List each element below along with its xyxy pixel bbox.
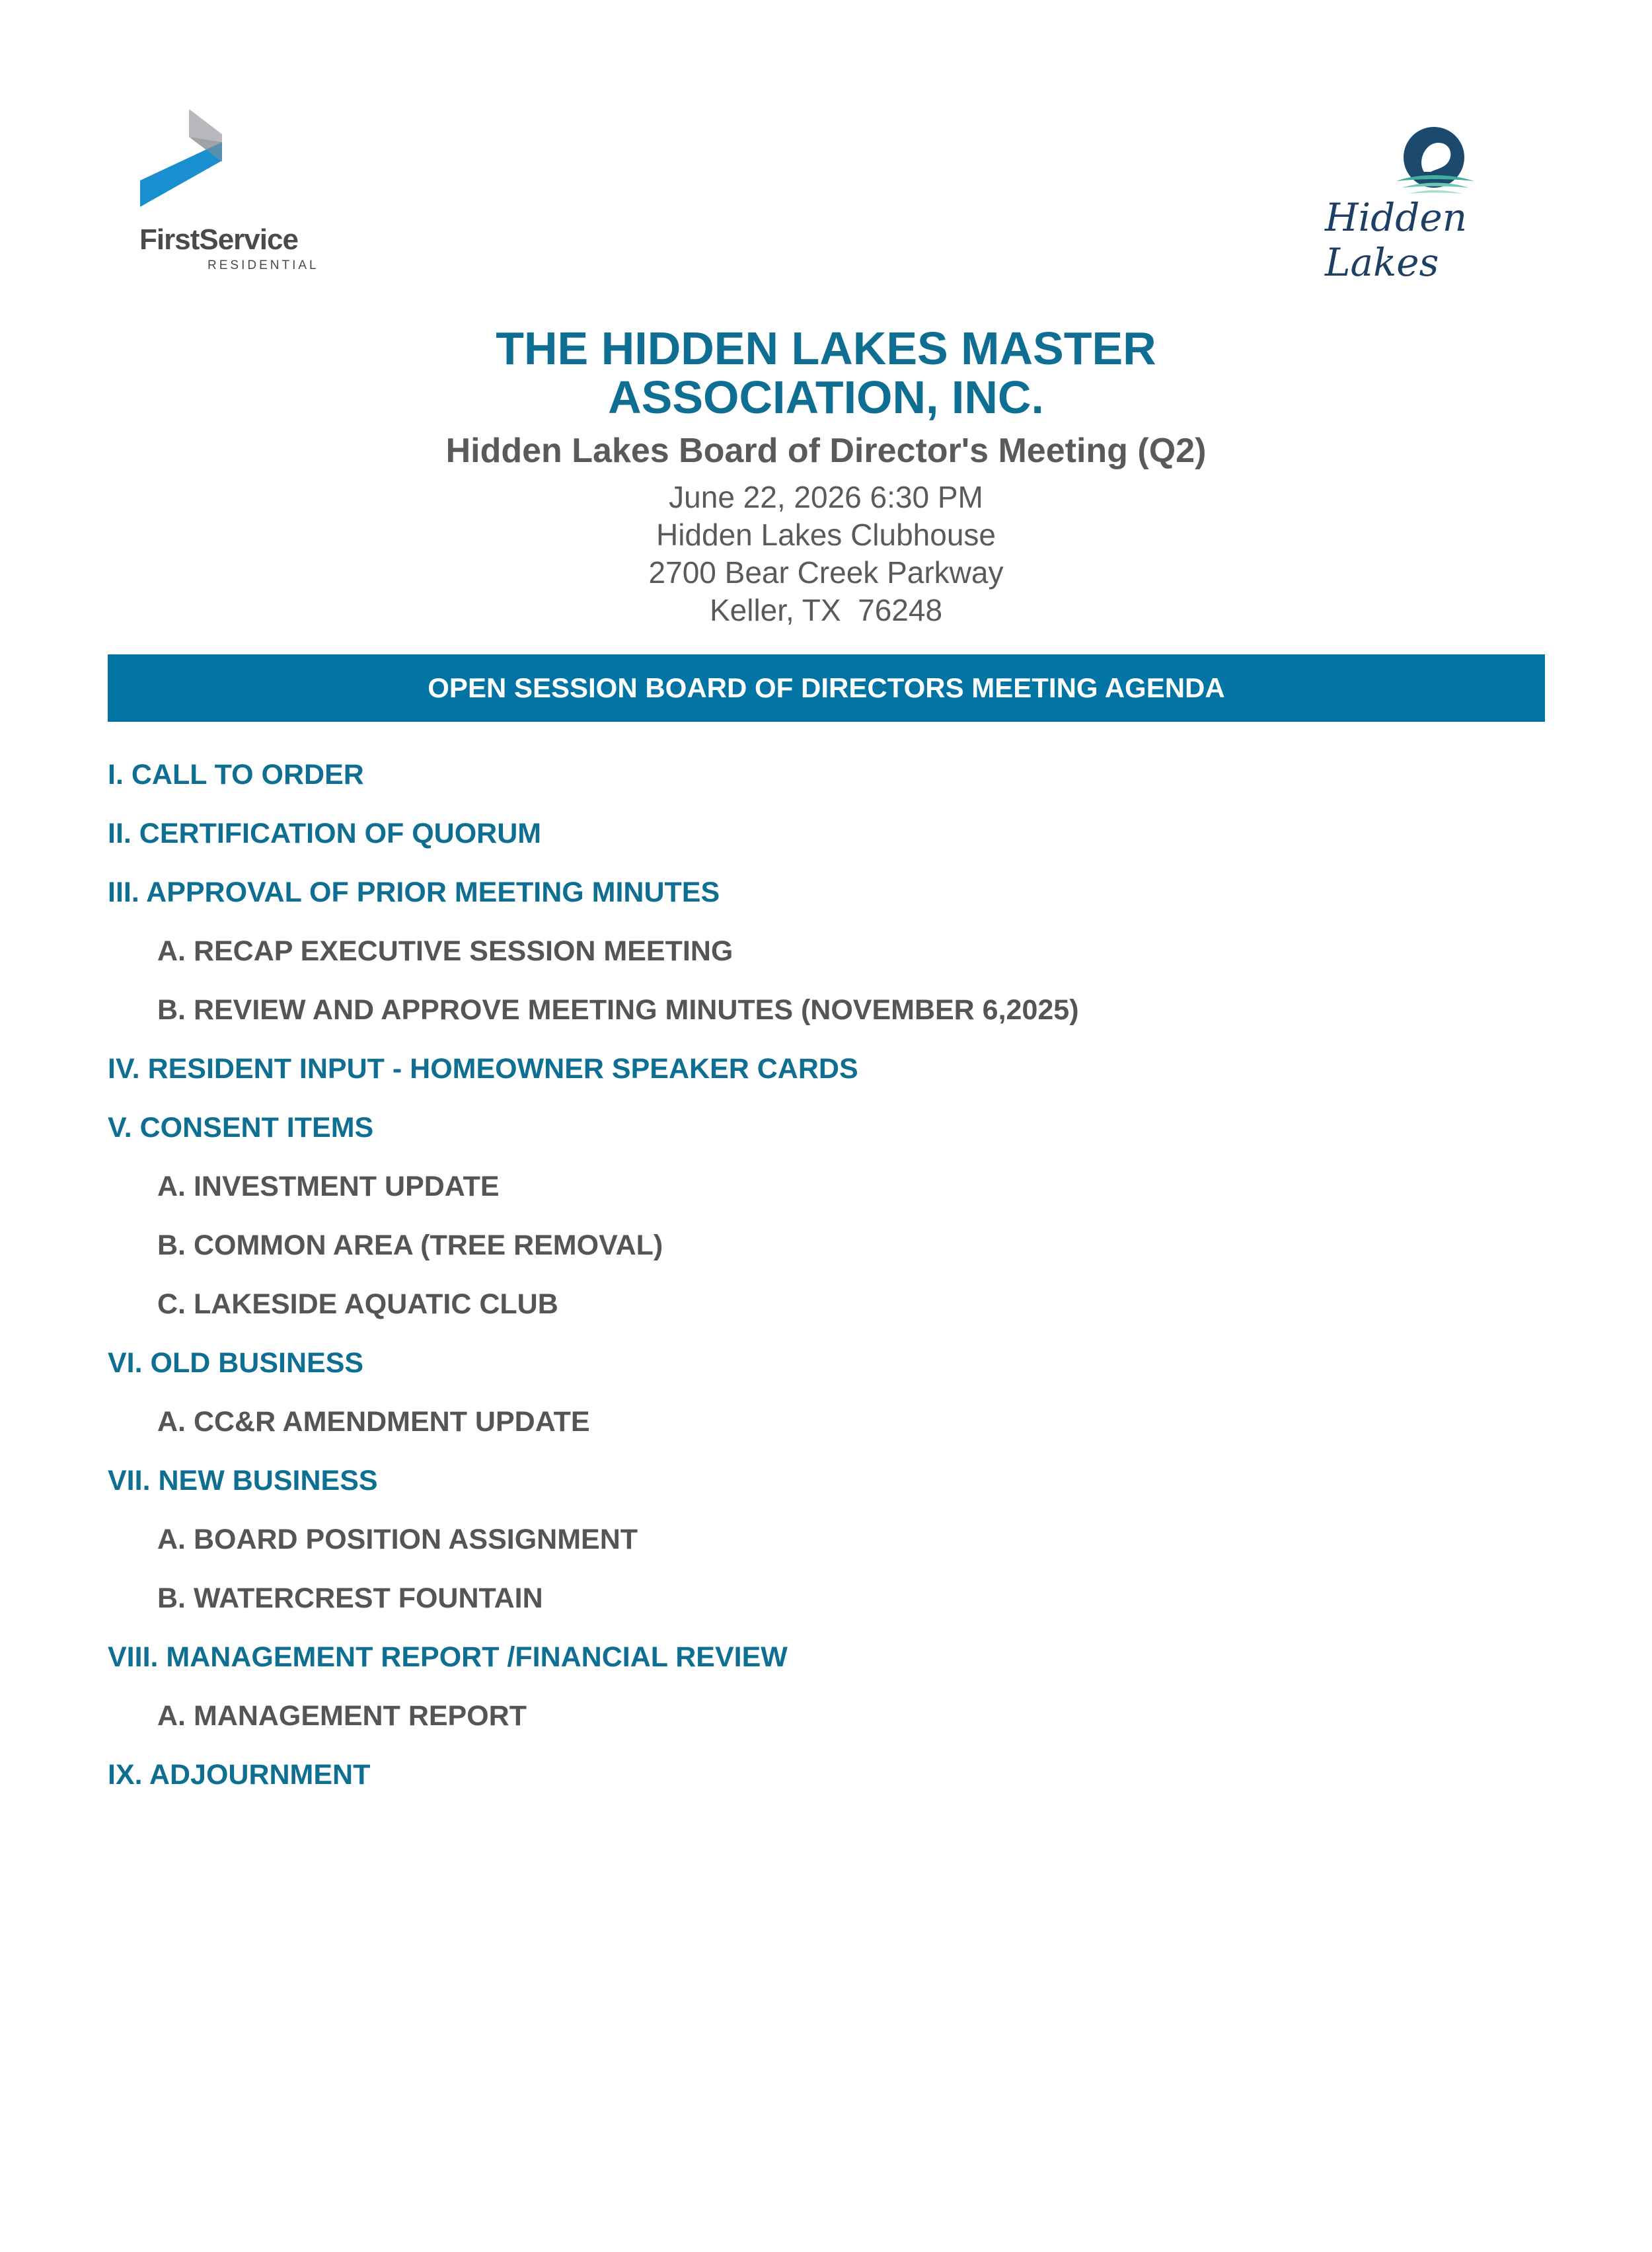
meeting-header	[0, 324, 1652, 629]
agenda-section: VII. NEW BUSINESS	[108, 1465, 378, 1496]
meeting-street: 2700 Bear Creek Parkway	[648, 555, 1004, 590]
agenda-banner: OPEN SESSION BOARD OF DIRECTORS MEETING AGENDA	[108, 654, 1545, 722]
agenda-subitem: A. MANAGEMENT REPORT	[157, 1700, 527, 1732]
meeting-title: Hidden Lakes Board of Director's Meeting (Q2)	[445, 432, 1207, 470]
agenda-section: VIII. MANAGEMENT REPORT /FINANCIAL REVIEW	[108, 1641, 788, 1673]
agenda-section: IX. ADJOURNMENT	[108, 1759, 371, 1791]
agenda-list	[108, 755, 1545, 1814]
agenda-subitem: B. REVIEW AND APPROVE MEETING MINUTES (NOVEMBER 6,2025)	[157, 994, 1079, 1026]
agenda-subitem: B. COMMON AREA (TREE REMOVAL)	[157, 1229, 663, 1261]
firstservice-wordmark: FirstService	[139, 223, 298, 256]
association-name-line1: THE HIDDEN LAKES MASTER	[496, 323, 1156, 374]
hidden-lakes-logo	[1318, 126, 1543, 285]
association-name-line2: ASSOCIATION, INC.	[608, 371, 1044, 423]
agenda-subitem: C. LAKESIDE AQUATIC CLUB	[157, 1288, 558, 1320]
agenda-subitem: A. INVESTMENT UPDATE	[157, 1171, 500, 1202]
agenda-subitem: A. CC&R AMENDMENT UPDATE	[157, 1406, 590, 1438]
firstservice-chevron-icon	[137, 109, 223, 215]
agenda-section: V. CONSENT ITEMS	[108, 1112, 374, 1144]
agenda-subitem: A. BOARD POSITION ASSIGNMENT	[157, 1524, 638, 1555]
agenda-section: III. APPROVAL OF PRIOR MEETING MINUTES	[108, 876, 720, 908]
meeting-details	[0, 479, 1652, 629]
agenda-section: I. CALL TO ORDER	[108, 759, 364, 791]
agenda-section: II. CERTIFICATION OF QUORUM	[108, 818, 542, 849]
meeting-venue: Hidden Lakes Clubhouse	[656, 518, 996, 552]
firstservice-logo	[137, 109, 319, 274]
swan-emblem-icon	[1318, 126, 1543, 198]
hidden-lakes-wordmark: Hidden Lakes	[1325, 195, 1468, 285]
meeting-date-time: June 22, 2026 6:30 PM	[669, 480, 983, 514]
agenda-section: VI. OLD BUSINESS	[108, 1347, 364, 1379]
firstservice-subtitle: RESIDENTIAL	[207, 258, 319, 272]
agenda-subitem: A. RECAP EXECUTIVE SESSION MEETING	[157, 935, 733, 967]
meeting-city: Keller, TX 76248	[709, 593, 943, 627]
agenda-subitem: B. WATERCREST FOUNTAIN	[157, 1582, 543, 1614]
agenda-section: IV. RESIDENT INPUT - HOMEOWNER SPEAKER CARDS	[108, 1053, 858, 1085]
